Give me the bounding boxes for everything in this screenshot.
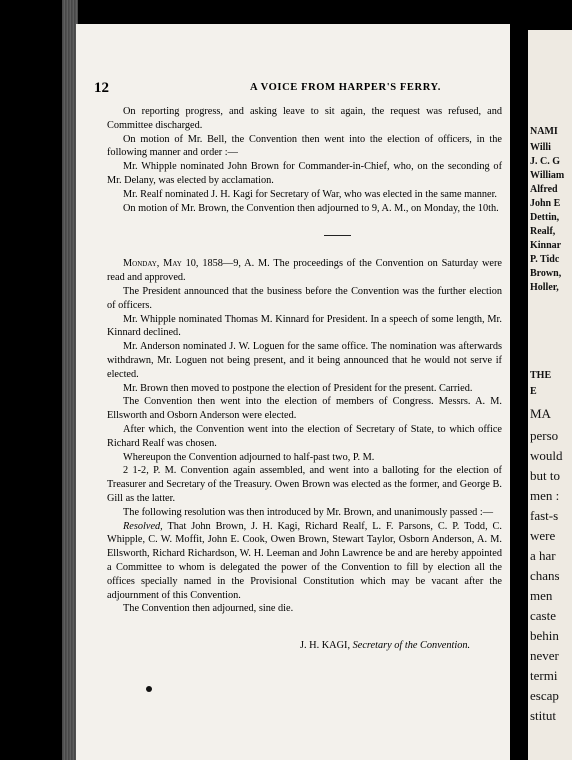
- facing-page-edge: [528, 30, 572, 760]
- paragraph-text: 2 1-2, P. M. Convention again assembled, and went into a balloting for the election of Treasurer and Secretary of the Treasury. Owen Brown was elected as the former, and George B. Gill as the latter.: [107, 465, 502, 504]
- facing-page-fragment: perso: [530, 428, 559, 443]
- facing-page-fragment: chans: [530, 568, 560, 583]
- paragraph: [107, 506, 502, 520]
- page-body: [107, 105, 502, 616]
- facing-page-fragment: a har: [530, 548, 556, 563]
- facing-page-fragment: men: [530, 588, 553, 603]
- facing-page-fragment: never: [530, 648, 559, 663]
- signature-name: J. H. KAGI,: [300, 640, 351, 651]
- facing-page-fragment: Holler,: [530, 282, 559, 293]
- running-head: A VOICE FROM HARPER'S FERRY.: [250, 82, 441, 93]
- facing-page-fragment: would: [530, 448, 563, 463]
- paragraph: Mr. Whipple nominated John Brown for Commander-in-Chief, who, on the seconding of Mr. Delany, was elected by acclamation.: [107, 161, 502, 186]
- facing-page-fragment: THE: [530, 370, 552, 381]
- facing-page-fragment: Willi: [530, 142, 551, 153]
- paragraph-text: After which, the Convention went into the election of Secretary of State, to which office Richard Realf was chosen.: [107, 423, 502, 449]
- paragraph: [107, 257, 502, 285]
- paragraph: On motion of Mr. Bell, the Convention then went into the election of officers, in the following manner and order :—: [107, 133, 502, 159]
- facing-page-fragment: William: [530, 170, 565, 181]
- paragraph-text: Mr. Anderson nominated J. W. Loguen for the same office. The nomination was afterwards withdrawn, Mr. Loguen not being present, and it being announced that he would not serve if elected.: [107, 341, 502, 380]
- paragraph-text: Mr. Whipple nominated Thomas M. Kinnard for President. In a speech of some length, Mr. Kinnard declined.: [107, 313, 502, 339]
- paragraph: On motion of Mr. Brown, the Convention then adjourned to 9, A. M., on Monday, the 10th.: [123, 202, 499, 214]
- ink-dot: [146, 686, 152, 692]
- paragraph-text: The proceedings of the Convention on Saturday were read and approved.: [107, 258, 502, 284]
- paragraph: [107, 464, 502, 505]
- paragraph: [107, 313, 502, 341]
- facing-page-fragment: Realf,: [530, 226, 556, 237]
- facing-page-fragment: MA: [530, 406, 551, 421]
- paragraph: On reporting progress, and asking leave to sit again, the request was refused, and Committee discharged.: [107, 106, 502, 131]
- signature: [300, 640, 470, 651]
- paragraph-lead: Resolved,: [123, 520, 163, 532]
- paragraph: [107, 520, 502, 603]
- facing-page-fragment: stitut: [530, 708, 557, 723]
- facing-page-fragment: Brown,: [530, 268, 562, 279]
- facing-page-fragment: Kinnar: [530, 240, 562, 251]
- facing-page-fragment: were: [530, 528, 556, 543]
- paragraph: [107, 382, 502, 396]
- paragraph-text: Mr. Brown then moved to postpone the election of President for the present. Carried.: [123, 382, 473, 394]
- minutes-section: [107, 257, 502, 616]
- page-number: 12: [94, 80, 109, 96]
- signature-title: Secretary of the Convention.: [352, 640, 471, 651]
- facing-page-fragment: termi: [530, 668, 558, 683]
- paragraph: [107, 451, 502, 465]
- section-separator: [107, 215, 502, 257]
- paragraph-text: The Convention then adjourned, sine die.: [123, 603, 294, 615]
- paragraph-text: That John Brown, J. H. Kagi, Richard Realf, L. F. Parsons, C. P. Todd, C. Whipple, C. W. Moffit, John E. Cook, Owen Brown, Stewart Taylor, Osborn Anderson, A. M. Ellsworth, Richard Richardson, W. H. Leeman and John Lawrence be and are hereby appointed a Committee to whom is delegated the power of the Convention to fill by election all the offices specially named in the Provisional Constitution which may be vacant after the adjournment of this Convention.: [107, 520, 502, 601]
- paragraph-text: Whereupon the Convention adjourned to half-past two, P. M.: [123, 451, 375, 463]
- paragraph-text: The following resolution was then introduced by Mr. Brown, and unanimously passed :—: [123, 506, 494, 518]
- facing-page-fragment: E: [530, 386, 537, 397]
- paragraph: [107, 340, 502, 381]
- paragraph: [107, 423, 502, 451]
- facing-page-fragment: Alfred: [530, 184, 558, 195]
- paragraph: [107, 602, 502, 616]
- paragraph: [107, 285, 502, 313]
- facing-page-fragment: escap: [530, 688, 559, 703]
- facing-page-fragment: NAMI: [530, 126, 558, 137]
- facing-page-fragment: but to: [530, 468, 560, 483]
- facing-page-fragment: fast-s: [530, 508, 559, 523]
- paragraph-text: The Convention then went into the election of members of Congress. Messrs. A. M. Ellsworth and Osborn Anderson were elected.: [107, 396, 502, 422]
- paragraph-text: The President announced that the business before the Convention was the further election of officers.: [107, 285, 502, 311]
- facing-page-fragment: P. Tidc: [530, 254, 560, 265]
- facing-page-fragment: behin: [530, 628, 559, 643]
- facing-page-fragment: J. C. G: [530, 156, 560, 167]
- facing-page-fragment: men :: [530, 488, 560, 503]
- facing-page-fragment: caste: [530, 608, 556, 623]
- paragraph: [107, 395, 502, 423]
- paragraph-lead: Monday, May 10, 1858—9, A. M.: [123, 258, 270, 270]
- paragraph: Mr. Realf nominated J. H. Kagi for Secretary of War, who was elected in the same manner.: [123, 188, 498, 200]
- section-divider-rule: [324, 235, 351, 236]
- facing-page-fragment: John E: [530, 198, 561, 209]
- facing-page-fragment: Dettin,: [530, 212, 560, 223]
